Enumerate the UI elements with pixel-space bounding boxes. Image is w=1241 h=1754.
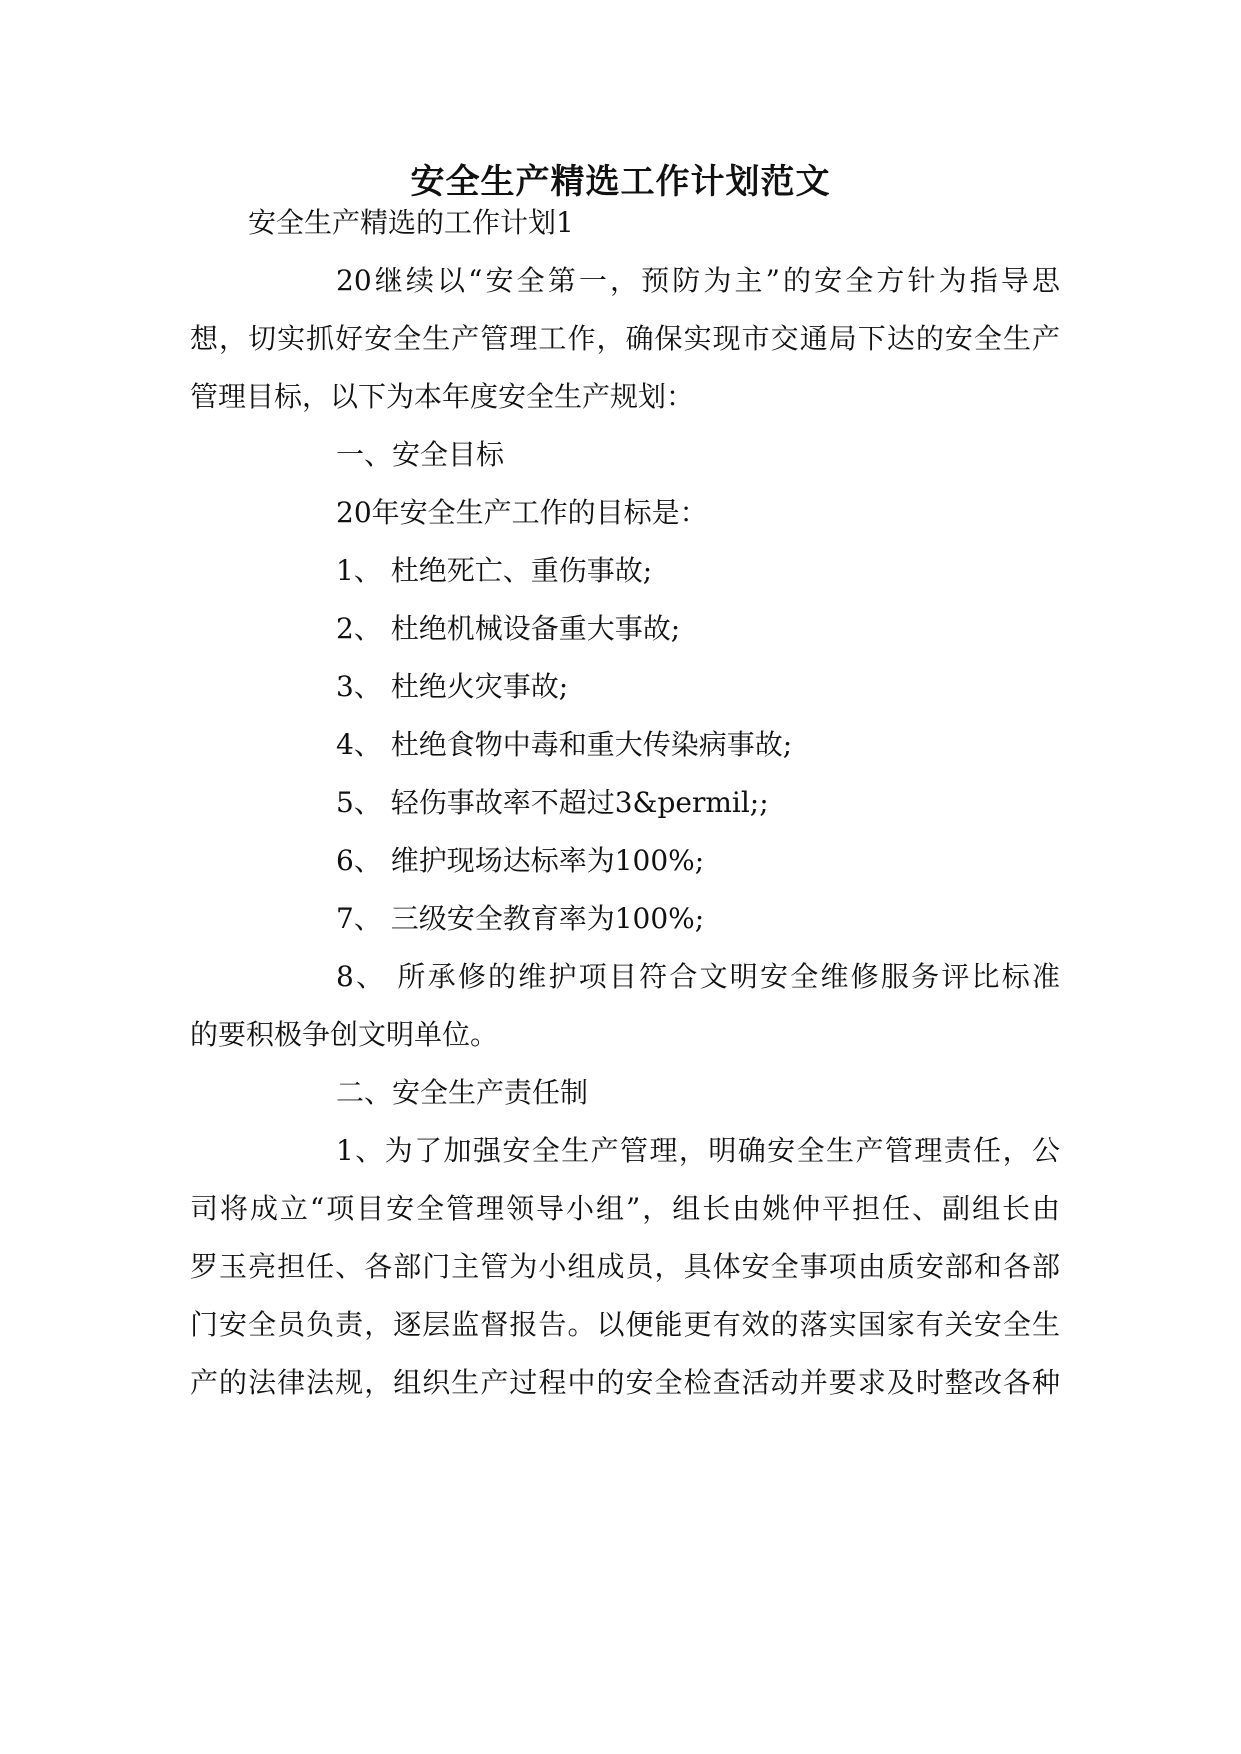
list-item: 4、 杜绝食物中毒和重大传染病事故; (336, 728, 793, 761)
paragraph-line: 想，切实抓好安全生产管理工作，确保实现市交通局下达的安全生产 (190, 322, 1060, 355)
paragraph-line: 产的法律法规，组织生产过程中的安全检查活动并要求及时整改各种 (190, 1366, 1060, 1399)
list-item: 5、 轻伤事故率不超过3&permil;; (336, 786, 769, 819)
paragraph-line: 1、为了加强安全生产管理，明确安全生产管理责任，公 (336, 1134, 1060, 1167)
paragraph-line: 司将成立“项目安全管理领导小组”，组长由姚仲平担任、副组长由 (190, 1192, 1060, 1225)
paragraph-line: 20年安全生产工作的目标是： (336, 496, 708, 529)
document-title: 安全生产精选工作计划范文 (410, 162, 831, 202)
section-heading-safety-goals: 一、安全目标 (336, 438, 505, 471)
section-heading-responsibility: 二、安全生产责任制 (336, 1076, 589, 1109)
list-item: 1、 杜绝死亡、重伤事故; (336, 554, 653, 587)
list-item: 3、 杜绝火灾事故; (336, 670, 569, 703)
paragraph-line: 20继续以“安全第一，预防为主”的安全方针为指导思 (336, 264, 1060, 297)
list-item: 7、 三级安全教育率为100%; (336, 902, 705, 935)
paragraph-line: 罗玉亮担任、各部门主管为小组成员，具体安全事项由质安部和各部 (190, 1250, 1060, 1283)
paragraph-line: 门安全员负责，逐层监督报告。以便能更有效的落实国家有关安全生 (190, 1308, 1060, 1341)
list-item: 8、 所承修的维护项目符合文明安全维修服务评比标准 (336, 960, 1060, 993)
section-heading-plan-1: 安全生产精选的工作计划1 (248, 206, 574, 239)
paragraph-line: 管理目标，以下为本年度安全生产规划： (190, 380, 695, 413)
list-item: 6、 维护现场达标率为100%; (336, 844, 705, 877)
list-item: 2、 杜绝机械设备重大事故; (336, 612, 681, 645)
paragraph-line: 的要积极争创文明单位。 (190, 1018, 499, 1051)
